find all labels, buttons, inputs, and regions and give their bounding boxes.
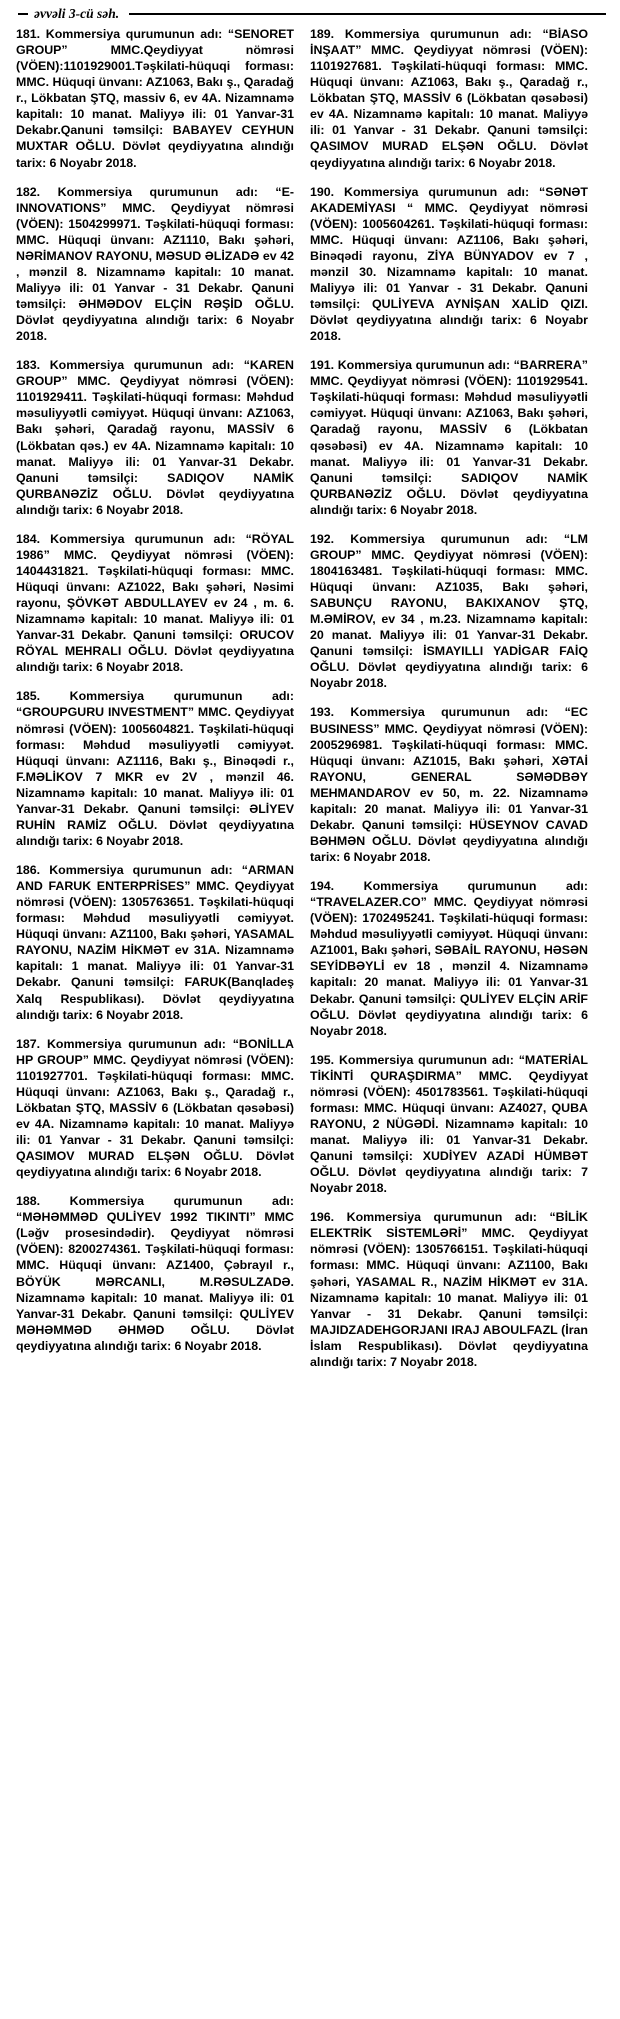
register-entry: 193. Kommersiya qurumunun adı: “EC BUSINESS” MMC. Qeydiyyat nömrəsi (VÖEN): 2005296981. Təşkilati-hüquqi forması: MMC. Hüquqi ünvanı: AZ1015, Bakı şəhəri, XƏTAİ RAYONU, GENERAL SƏMƏDBƏY MEHMANDAROV ev 50, m. 22. Nizamnamə kapitalı: 20 manat. Maliyyə ili: 01 Yanvar-31 Dekabr. Qanuni təmsilçi: HÜSEYNOV CAVAD BƏHMƏN OĞLU. Dövlət qeydiyyatına alındığı tarix: 6 Noyabr 2018. bbox=[310, 705, 588, 864]
register-entry: 183. Kommersiya qurumunun adı: “KAREN GROUP” MMC. Qeydiyyat nömrəsi (VÖEN): 1101929411. Təşkilati-hüquqi forması: Məhdud məsuliyyətli cəmiyyət. Hüquqi ünvanı: AZ1063, Bakı şəhəri, Qaradağ rayonu, MASSİV 6 (Lökbatan qəs.) ev 4A. Nizamnamə kapitalı: 10 manat. Maliyyə ili: 01 Yanvar-31 Dekabr. Qanuni təmsilçi: SADIQOV NAMİK QURBANƏZİZ OĞLU. Dövlət qeydiyyatına alındığı tarix: 6 Noyabr 2018. bbox=[16, 358, 294, 517]
register-entry: 187. Kommersiya qurumunun adı: “BONİLLA HP GROUP” MMC. Qeydiyyat nömrəsi (VÖEN): 1101927701. Təşkilati-hüquqi forması: MMC. Hüquqi ünvanı: AZ1063, Bakı ş., Qaradağ r., Lökbatan ŞTQ, MASSİV 6 (Lökbatan qəsəbəsi) ev 4A. Nizamnamə kapitalı: 10 manat. Maliyyə ili: 01 Yanvar - 31 Dekabr. Qanuni təmsilçi: QASIMOV MURAD ELŞƏN OĞLU. Dövlət qeydiyyatına alındığı tarix: 6 Noyabr 2018. bbox=[16, 1036, 294, 1180]
register-entry: 191. Kommersiya qurumunun adı: “BARRERA” MMC. Qeydiyyat nömrəsi (VÖEN): 1101929541. Təşkilati-hüquqi forması: Məhdud məsuliyyətli cəmiyyət. Hüquqi ünvanı: AZ1063, Bakı şəhəri, Qaradağ rayonu, MASSİV 6 (Lökbatan qəsəbəsi) ev 4A. Nizamnamə kapitalı: 10 manat. Maliyyə ili: 01 Yanvar-31 Dekabr. Qanuni təmsilçi: SADIQOV NAMİK QURBANƏZİZ OĞLU. Dövlət qeydiyyatına alındığı tarix: 6 Noyabr 2018. bbox=[310, 358, 588, 517]
register-entry: 194. Kommersiya qurumunun adı: “TRAVELAZER.CO” MMC. Qeydiyyat nömrəsi (VÖEN): 1702495241. Təşkilati-hüquqi forması: Məhdud məsuliyyətli cəmiyyət. Hüquqi ünvanı: AZ1001, Bakı şəhəri, SƏBAİL RAYONU, HƏSƏN SEYİDBƏYLİ ev 18 , mənzil 4. Nizamnamə kapitalı: 20 manat. Maliyyə ili: 01 Yanvar-31 Dekabr. Qanuni təmsilçi: QULİYEV ELÇİN ARİF OĞLU. Dövlət qeydiyyatına alındığı tarix: 6 Noyabr 2018. bbox=[310, 879, 588, 1038]
rule-left bbox=[18, 13, 28, 15]
register-entry: 186. Kommersiya qurumunun adı: “ARMAN AND FARUK ENTERPRİSES” MMC. Qeydiyyat nömrəsi (VÖEN): 1305763651. Təşkilati-hüquqi forması: Məhdud məsuliyyətli cəmiyyət. Hüquqi ünvanı: AZ1100, Bakı şəhəri, YASAMAL RAYONU, NAZİM HİKMƏT ev 31A. Nizamnamə kapitalı: 1 manat. Maliyyə ili: 01 Yanvar-31 Dekabr. Qanuni təmsilçi: FARUK(Banqladeş Xalq Respublikası). Dövlət qeydiyyatına alındığı tarix: 6 Noyabr 2018. bbox=[16, 863, 294, 1022]
running-head-text: əvvəli 3-cü səh. bbox=[34, 6, 120, 21]
register-entry: 192. Kommersiya qurumunun adı: “LM GROUP” MMC. Qeydiyyat nömrəsi (VÖEN): 1804163481. Təşkilati-hüquqi forması: MMC. Hüquqi ünvanı: AZ1035, Bakı şəhəri, SABUNÇU RAYONU, BAKIXANOV ŞTQ, M.ƏMİROV, ev 34 , m.23. Nizamnamə kapitalı: 20 manat. Maliyyə ili: 01 Yanvar-31 Dekabr. Qanuni təmsilçi: İSMAYILLI YADİGAR FAİQ OĞLU. Dövlət qeydiyyatına alındığı tarix: 6 Noyabr 2018. bbox=[310, 531, 588, 691]
register-entry: 190. Kommersiya qurumunun adı: “SƏNƏT AKADEMİYASI “ MMC. Qeydiyyat nömrəsi (VÖEN): 1005604261. Təşkilati-hüquqi forması: MMC. Hüquqi ünvanı: AZ1106, Bakı şəhəri, Binəqədi rayonu, ZİYA BÜNYADOV ev 7 , mənzil 30. Nizamnamə kapitalı: 10 manat. Maliyyə ili: 01 Yanvar - 31 Dekabr. Qanuni təmsilçi: QULİYEVA AYNİŞAN XALİD QIZI. Dövlət qeydiyyatına alındığı tarix: 6 Noyabr 2018. bbox=[310, 184, 588, 344]
register-entry: 185. Kommersiya qurumunun adı: “GROUPGURU INVESTMENT” MMC. Qeydiyyat nömrəsi (VÖEN): 1005604821. Təşkilati-hüquqi forması: Məhdud məsuliyyətli cəmiyyət. Hüquqi ünvanı: AZ1116, Bakı ş., Binəqədi r., F.MƏLİKOV 7 MKR ev 2V , mənzil 46. Nizamnamə kapitalı: 10 manat. Maliyyə ili: 01 Yanvar-31 Dekabr. Qanuni təmsilçi: ƏLİYEV RUHİN RAMİZ OĞLU. Dövlət qeydiyyatına alındığı tarix: 6 Noyabr 2018. bbox=[16, 689, 294, 848]
running-head bbox=[18, 6, 606, 22]
register-entry: 189. Kommersiya qurumunun adı: “BİASO İNŞAAT” MMC. Qeydiyyat nömrəsi (VÖEN): 1101927681. Təşkilati-hüquqi forması: MMC. Hüquqi ünvanı: AZ1063, Bakı ş., Qaradağ r., Lökbatan ŞTQ, MASSİV 6 (Lökbatan qəsəbəsi) ev 4A. Nizamnamə kapitalı: 10 manat. Maliyyə ili: 01 Yanvar - 31 Dekabr. Qanuni təmsilçi: QASIMOV MURAD ELŞƏN OĞLU. Dövlət qeydiyyatına alındığı tarix: 6 Noyabr 2018. bbox=[310, 27, 588, 170]
column-left bbox=[16, 26, 294, 1354]
column-container bbox=[16, 26, 606, 1370]
register-entry: 184. Kommersiya qurumunun adı: “RÖYAL 1986” MMC. Qeydiyyat nömrəsi (VÖEN): 1404431821. Təşkilati-hüquqi forması: MMC. Hüquqi ünvanı: AZ1022, Bakı şəhəri, Nəsimi rayonu, ŞÖVKƏT ABDULLAYEV ev 24 , m. 6. Nizamnamə kapitalı: 10 manat. Maliyyə ili: 01 Yanvar-31 Dekabr. Qanuni təmsilçi: ORUCOV RÖYAL MEHRALI OĞLU. Dövlət qeydiyyatına alındığı tarix: 6 Noyabr 2018. bbox=[16, 531, 294, 675]
register-entry: 196. Kommersiya qurumunun adı: “BİLİK ELEKTRİK SİSTEMLƏRİ” MMC. Qeydiyyat nömrəsi (VÖEN): 1305766151. Təşkilati-hüquqi forması: MMC. Hüquqi ünvanı: AZ1100, Bakı şəhəri, YASAMAL R., NAZİM HİKMƏT ev 31A. Nizamnamə kapitalı: 10 manat. Maliyyə ili: 01 Yanvar - 31 Dekabr. Qanuni təmsilçi: MAJIDZADEHGORJANI IRAJ ABOULFAZL (İran İslam Respublikası). Dövlət qeydiyyatına alındığı tarix: 7 Noyabr 2018. bbox=[310, 1210, 588, 1369]
register-entry: 181. Kommersiya qurumunun adı: “SENORET GROUP” MMC.Qeydiyyat nömrəsi (VÖEN):1101929001.Təşkilati-hüquqi forması: MMC. Hüquqi ünvanı: AZ1063, Bakı ş., Qaradağ r., Lökbatan ŞTQ, massiv 6, ev 4A. Nizamnamə kapitalı: 10 manat. Maliyyə ili: 01 Yanvar-31 Dekabr.Qanuni təmsilçi: BABAYEV CEYHUN MUXTAR OĞLU. Dövlət qeydiyyatına alındığı tarix: 6 Noyabr 2018. bbox=[16, 27, 294, 170]
register-entry: 195. Kommersiya qurumunun adı: “MATERİAL TİKİNTİ QURAŞDIRMA” MMC. Qeydiyyat nömrəsi (VÖEN): 4501783561. Təşkilati-hüquqi forması: MMC. Hüquqi ünvanı: AZ4027, QUBA RAYONU, 2 NÜGƏDİ. Nizamnamə kapitalı: 10 manat. Maliyyə ili: 01 Yanvar-31 Dekabr. Qanuni təmsilçi: XUDİYEV AZADİ HÜMBƏT OĞLU. Dövlət qeydiyyatına alındığı tarix: 7 Noyabr 2018. bbox=[310, 1052, 588, 1196]
column-right bbox=[310, 26, 588, 1370]
register-entry: 182. Kommersiya qurumunun adı: “E-INNOVATIONS” MMC. Qeydiyyat nömrəsi (VÖEN): 1504299971. Təşkilati-hüquqi forması: MMC. Hüquqi ünvanı: AZ1110, Bakı şəhəri, NƏRİMANOV RAYONU, MƏSUD ƏLİZADƏ ev 42 , mənzil 8. Nizamnamə kapitalı: 10 manat. Maliyyə ili: 01 Yanvar - 31 Dekabr. Qanuni təmsilçi: ƏHMƏDOV ELÇİN RƏŞİD OĞLU. Dövlət qeydiyyatına alındığı tarix: 6 Noyabr 2018. bbox=[16, 184, 294, 344]
rule-right bbox=[129, 13, 606, 15]
register-entry: 188. Kommersiya qurumunun adı: “MƏHƏMMƏD QULİYEV 1992 TIKINTI” MMC (Ləğv prosesindədir). Qeydiyyat nömrəsi (VÖEN): 8200274361. Təşkilati-hüquqi forması: MMC. Hüquqi ünvanı: AZ1400, Çəbrayıl r., BÖYÜK MƏRCANLI, M.RƏSULZADƏ. Nizamnamə kapitalı: 10 manat. Maliyyə ili: 01 Yanvar-31 Dekabr. Qanuni təmsilçi: QULİYEV MƏHƏMMƏD ƏHMƏD OĞLU. Dövlət qeydiyyatına alındığı tarix: 6 Noyabr 2018. bbox=[16, 1194, 294, 1353]
